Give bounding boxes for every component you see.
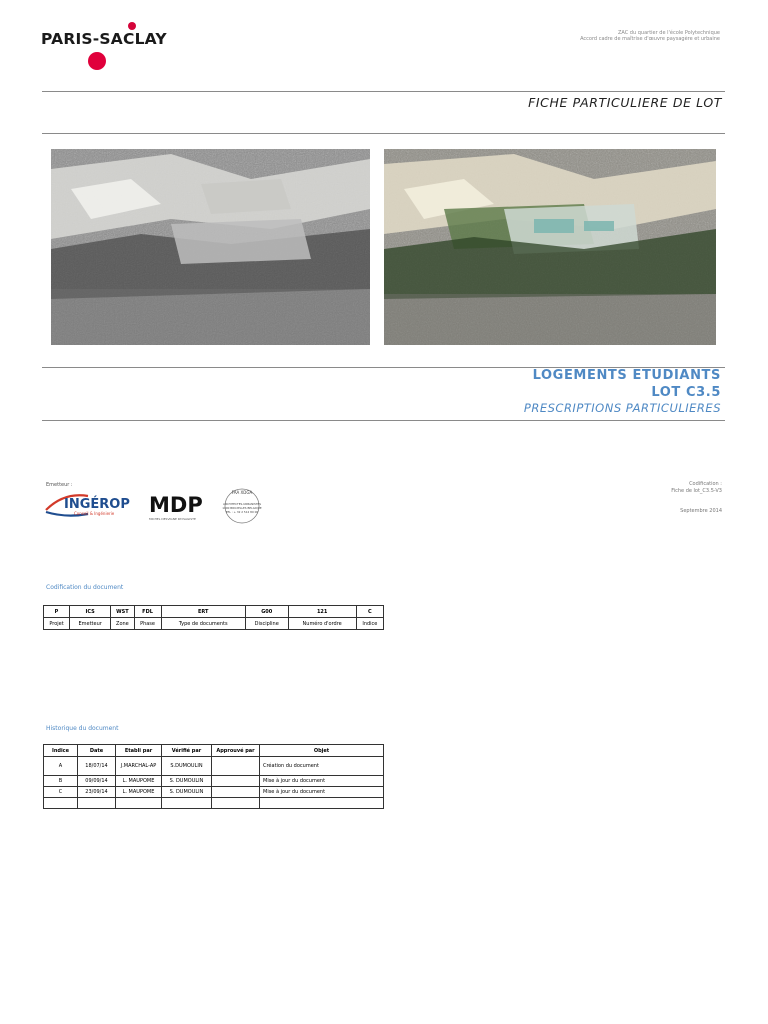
table-row bbox=[44, 618, 384, 630]
history-cell: S. DUMOULIN bbox=[162, 776, 212, 787]
history-section-title: Historique du document bbox=[46, 725, 119, 732]
history-cell bbox=[212, 798, 260, 809]
codif-code: G00 bbox=[245, 606, 288, 618]
history-cell bbox=[212, 776, 260, 787]
history-cell: 18/07/14 bbox=[78, 757, 116, 776]
mdp-name: MDP bbox=[149, 493, 203, 517]
history-cell: Mise à jour du document bbox=[260, 776, 384, 787]
history-table bbox=[43, 744, 384, 809]
ingerop-logo bbox=[44, 488, 134, 522]
history-cell bbox=[212, 787, 260, 798]
lot-number: LOT C3.5 bbox=[651, 385, 721, 400]
codification-value: Fiche de lot_C3.5-V3 bbox=[671, 488, 722, 494]
lot-heading bbox=[524, 367, 721, 416]
ingerop-name: INGÉROP bbox=[64, 497, 130, 512]
codif-label: Emetteur bbox=[70, 618, 111, 630]
codif-code: WST bbox=[111, 606, 134, 618]
table-row bbox=[44, 776, 384, 787]
codif-label: Indice bbox=[356, 618, 383, 630]
divider bbox=[42, 91, 725, 92]
stamp-line-2: 1000 BRUXELLES BELGIQUE bbox=[222, 506, 262, 510]
table-row bbox=[44, 745, 384, 757]
lot-subtitle: PRESCRIPTIONS PARTICULIERES bbox=[523, 401, 721, 415]
codif-code: ERT bbox=[161, 606, 245, 618]
codif-label: Projet bbox=[44, 618, 70, 630]
document-date: Septembre 2014 bbox=[680, 508, 722, 514]
history-cell bbox=[260, 798, 384, 809]
paris-saclay-logo: PARIS-SACLAY bbox=[41, 30, 167, 48]
logo-dot-small bbox=[128, 22, 136, 30]
history-cell: L. MAUPOME bbox=[116, 787, 162, 798]
history-header: Date bbox=[78, 745, 116, 757]
project-line-2: Accord cadre de maîtrise d'œuvre paysagère et urbaine bbox=[580, 36, 720, 42]
history-cell: L. MAUPOME bbox=[116, 776, 162, 787]
history-cell bbox=[116, 798, 162, 809]
table-row bbox=[44, 757, 384, 776]
codif-code: 121 bbox=[288, 606, 356, 618]
history-cell bbox=[44, 798, 78, 809]
codification-section-title: Codification du document bbox=[46, 584, 124, 591]
emitter-label: Emetteur : bbox=[46, 482, 73, 488]
architect-stamp bbox=[214, 488, 270, 524]
history-header: Objet bbox=[260, 745, 384, 757]
aerial-photo-before bbox=[51, 149, 370, 345]
stamp-top: FAA XDGA bbox=[231, 490, 253, 495]
history-header: Etabli par bbox=[116, 745, 162, 757]
history-cell: S.DUMOULIN bbox=[162, 757, 212, 776]
aerial-photo-after bbox=[384, 149, 716, 345]
table-row bbox=[44, 787, 384, 798]
table-row bbox=[44, 606, 384, 618]
ingerop-tagline: Conseil & Ingénierie bbox=[74, 511, 115, 516]
codif-code: P bbox=[44, 606, 70, 618]
lot-program: LOGEMENTS ETUDIANTS bbox=[532, 368, 721, 383]
codif-label: Phase bbox=[134, 618, 161, 630]
divider bbox=[42, 133, 725, 134]
codif-code: C bbox=[356, 606, 383, 618]
history-cell: A bbox=[44, 757, 78, 776]
history-header: Approuvé par bbox=[212, 745, 260, 757]
divider bbox=[42, 420, 725, 421]
codification-label: Codification : bbox=[689, 481, 722, 487]
table-row bbox=[44, 798, 384, 809]
stamp-line-1: ARCHITECTES-URBANISTES bbox=[222, 502, 262, 506]
history-header: Vérifié par bbox=[162, 745, 212, 757]
history-cell: C bbox=[44, 787, 78, 798]
codif-label: Type de documents bbox=[161, 618, 245, 630]
codification-table bbox=[43, 605, 384, 630]
logo-dot-large bbox=[88, 52, 106, 70]
history-cell bbox=[212, 757, 260, 776]
history-cell: B bbox=[44, 776, 78, 787]
history-cell bbox=[162, 798, 212, 809]
history-cell: 23/09/14 bbox=[78, 787, 116, 798]
history-cell bbox=[78, 798, 116, 809]
codif-label: Zone bbox=[111, 618, 134, 630]
codif-label: Discipline bbox=[245, 618, 288, 630]
codif-label: Numéro d'ordre bbox=[288, 618, 356, 630]
codif-code: FDL bbox=[134, 606, 161, 618]
codification-info bbox=[671, 481, 722, 495]
mdp-tagline: MICHEL DESVIGNE PAYSAGISTE bbox=[149, 517, 196, 521]
history-cell: J.MARCHAL-AP bbox=[116, 757, 162, 776]
history-cell: 09/09/14 bbox=[78, 776, 116, 787]
mdp-logo bbox=[148, 490, 208, 522]
history-header: Indice bbox=[44, 745, 78, 757]
history-cell: Mise à jour du document bbox=[260, 787, 384, 798]
codif-code: ICS bbox=[70, 606, 111, 618]
document-title: FICHE PARTICULIERE DE LOT bbox=[528, 95, 722, 110]
history-cell: S. DUMOULIN bbox=[162, 787, 212, 798]
project-line-1: ZAC du quartier de l'école Polytechnique bbox=[617, 30, 720, 36]
stamp-line-3: TEL : + 32 2 512 80 00 bbox=[225, 510, 259, 514]
project-header-info bbox=[580, 30, 720, 42]
history-cell: Création du document bbox=[260, 757, 384, 776]
